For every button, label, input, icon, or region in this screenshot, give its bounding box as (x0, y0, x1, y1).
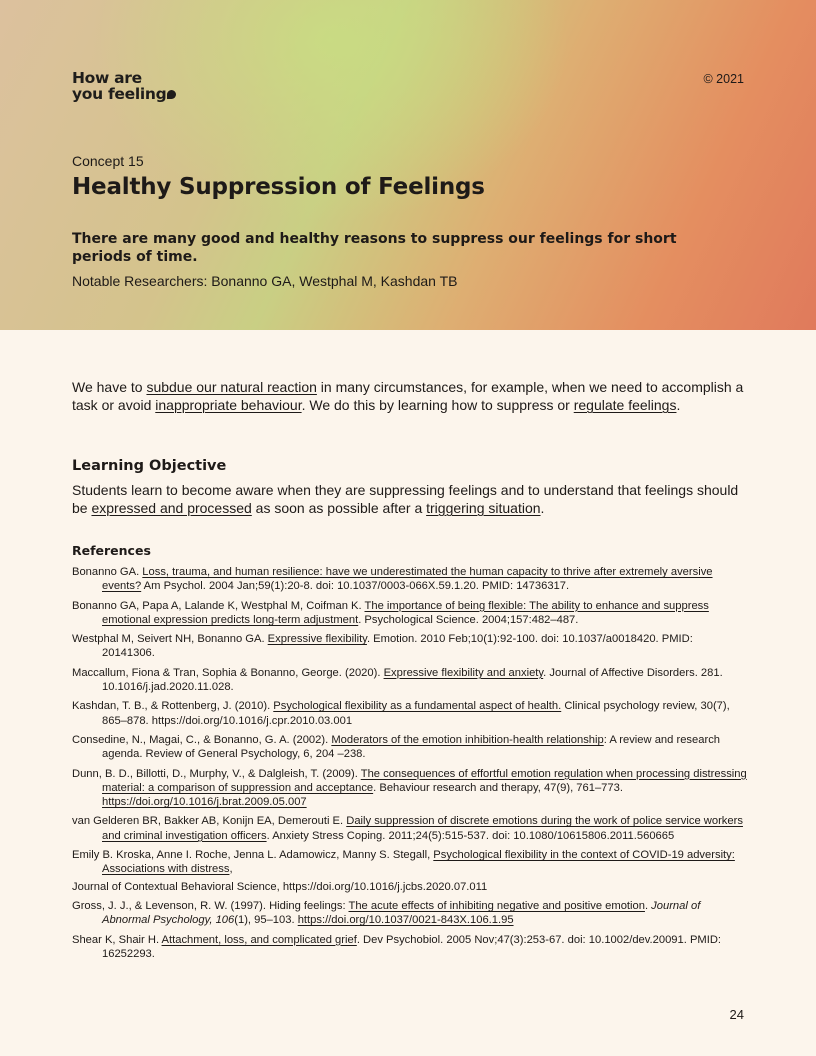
reference-link[interactable]: Loss, trauma, and human resilience: have we underestimated the human capacity to thrive after extremely aversive events? (102, 566, 713, 593)
logo-line-2: you feeling (72, 85, 167, 103)
reference-link[interactable]: The importance of being flexible: The ability to enhance and suppress emotional expression predicts long-term adjustment (102, 599, 709, 626)
learning-objective-heading: Learning Objective (72, 458, 227, 474)
reference-item: Dunn, B. D., Billotti, D., Murphy, V., & Dalgleish, T. (2009). The consequences of effortful emotion regulation when processing distressing material: a comparison of suppression and acceptance. Behaviour research and therapy, 47(9), 761–773. https://doi.org/10.1016/j.brat.2009.05.007 (72, 767, 747, 809)
references-list (72, 565, 748, 966)
reference-doi-link[interactable]: https://doi.org/10.1016/j.brat.2009.05.007 (102, 796, 307, 809)
reference-link[interactable]: Expressive flexibility (267, 633, 367, 646)
page-number: 24 (729, 1007, 744, 1022)
link-inappropriate-behaviour[interactable]: inappropriate behaviour (155, 397, 302, 413)
copyright: © 2021 (703, 72, 744, 86)
reference-item: Kashdan, T. B., & Rottenberg, J. (2010). Psychological flexibility as a fundamental aspect of health. Clinical psychology review, 30(7), 865–878. https://doi.org/10.1016/j.cpr.2010.03.001 (72, 700, 730, 727)
reference-link[interactable]: The acute effects of inhibiting negative and positive emotion (348, 899, 645, 912)
reference-link[interactable]: Moderators of the emotion inhibition-health relationship (331, 733, 604, 746)
concept-number: Concept 15 (72, 153, 144, 169)
reference-item: Consedine, N., Magai, C., & Bonanno, G. A. (2002). Moderators of the emotion inhibition-health relationship: A review and research agenda. Review of General Psychology, 6, 204 –238. (72, 733, 721, 761)
link-regulate-feelings[interactable]: regulate feelings (573, 397, 677, 413)
intro-paragraph: We have to subdue our natural reaction in many circumstances, for example, when we need to accomplish a task or avoid inappropriate behaviour. We do this by learning how to suppress or regulate feelings. (72, 379, 744, 413)
reference-link[interactable]: Attachment, loss, and complicated grief (161, 933, 357, 946)
link-expressed-processed[interactable]: expressed and processed (91, 500, 252, 516)
logo (72, 70, 176, 102)
speech-bubble-icon (167, 90, 176, 99)
reference-link[interactable]: Daily suppression of discrete emotions during the work of police service workers and criminal investigation officers (102, 815, 743, 842)
logo-line-1: How are (72, 69, 142, 87)
link-triggering-situation[interactable]: triggering situation (426, 500, 541, 516)
link-subdue-reaction[interactable]: subdue our natural reaction (146, 379, 317, 395)
references-heading: References (72, 543, 151, 558)
reference-link[interactable]: Psychological flexibility in the context of COVID-19 adversity: Associations with distress (102, 849, 735, 876)
reference-link[interactable]: The consequences of effortful emotion regulation when processing distressing material: a comparison of suppression and acceptance (102, 767, 747, 794)
reference-item: Maccallum, Fiona & Tran, Sophia & Bonanno, George. (2020). Expressive flexibility and anxiety. Journal of Affective Disorders. 281. 10.1016/j.jad.2020.11.028. (72, 666, 723, 694)
reference-item: Bonanno GA. Loss, trauma, and human resilience: have we underestimated the human capacity to thrive after extremely aversive events? Am Psychol. 2004 Jan;59(1):20-8. doi: 10.1037/0003-066X.59.1.20. PMID: 14736317. (72, 566, 713, 593)
reference-item: Journal of Contextual Behavioral Science, https://doi.org/10.1016/j.jcbs.2020.07.011 (72, 880, 488, 893)
notable-researchers: Notable Researchers: Bonanno GA, Westphal M, Kashdan TB (72, 273, 458, 289)
reference-link[interactable]: Expressive flexibility and anxiety (383, 666, 544, 679)
reference-item: Bonanno GA, Papa A, Lalande K, Westphal M, Coifman K. The importance of being flexible: The ability to enhance and suppress emotional expression predicts long-term adjustment. Psychological Science. 2004;157:482–487. (72, 599, 709, 626)
reference-item: Westphal M, Seivert NH, Bonanno GA. Expressive flexibility. Emotion. 2010 Feb;10(1):92-100. doi: 10.1037/a0018420. PMID: 20141306. (72, 633, 693, 660)
subtitle: There are many good and healthy reasons to suppress our feelings for short periods of time. (72, 231, 677, 265)
reference-doi-link[interactable]: https://doi.org/10.1037/0021-843X.106.1.95 (297, 914, 514, 927)
reference-link[interactable]: Psychological flexibility as a fundamental aspect of health. (273, 700, 562, 713)
page-title: Healthy Suppression of Feelings (72, 174, 485, 200)
learning-objective-text: Students learn to become aware when they are suppressing feelings and to understand that feelings should be expressed and processed as soon as possible after a triggering situation. (72, 482, 739, 516)
reference-item: Emily B. Kroska, Anne I. Roche, Jenna L. Adamowicz, Manny S. Stegall, Psychological flexibility in the context of COVID-19 adversity: Associations with distress, (72, 849, 735, 876)
reference-item: Gross, J. J., & Levenson, R. W. (1997). Hiding feelings: The acute effects of inhibiting negative and positive emotion. Journal of Abnormal Psychology, 106(1), 95–103. https://doi.org/10.1037/0021-843X.106.1.95 (72, 899, 701, 927)
reference-item: van Gelderen BR, Bakker AB, Konijn EA, Demerouti E. Daily suppression of discrete emotions during the work of police service workers and criminal investigation officers. Anxiety Stress Coping. 2011;24(5):515-537. doi: 10.1080/10615806.2011.560665 (72, 815, 743, 842)
reference-item: Shear K, Shair H. Attachment, loss, and complicated grief. Dev Psychobiol. 2005 Nov;47(3):253-67. doi: 10.1002/dev.20091. PMID: 16252293. (72, 933, 722, 960)
header-banner (0, 0, 816, 330)
